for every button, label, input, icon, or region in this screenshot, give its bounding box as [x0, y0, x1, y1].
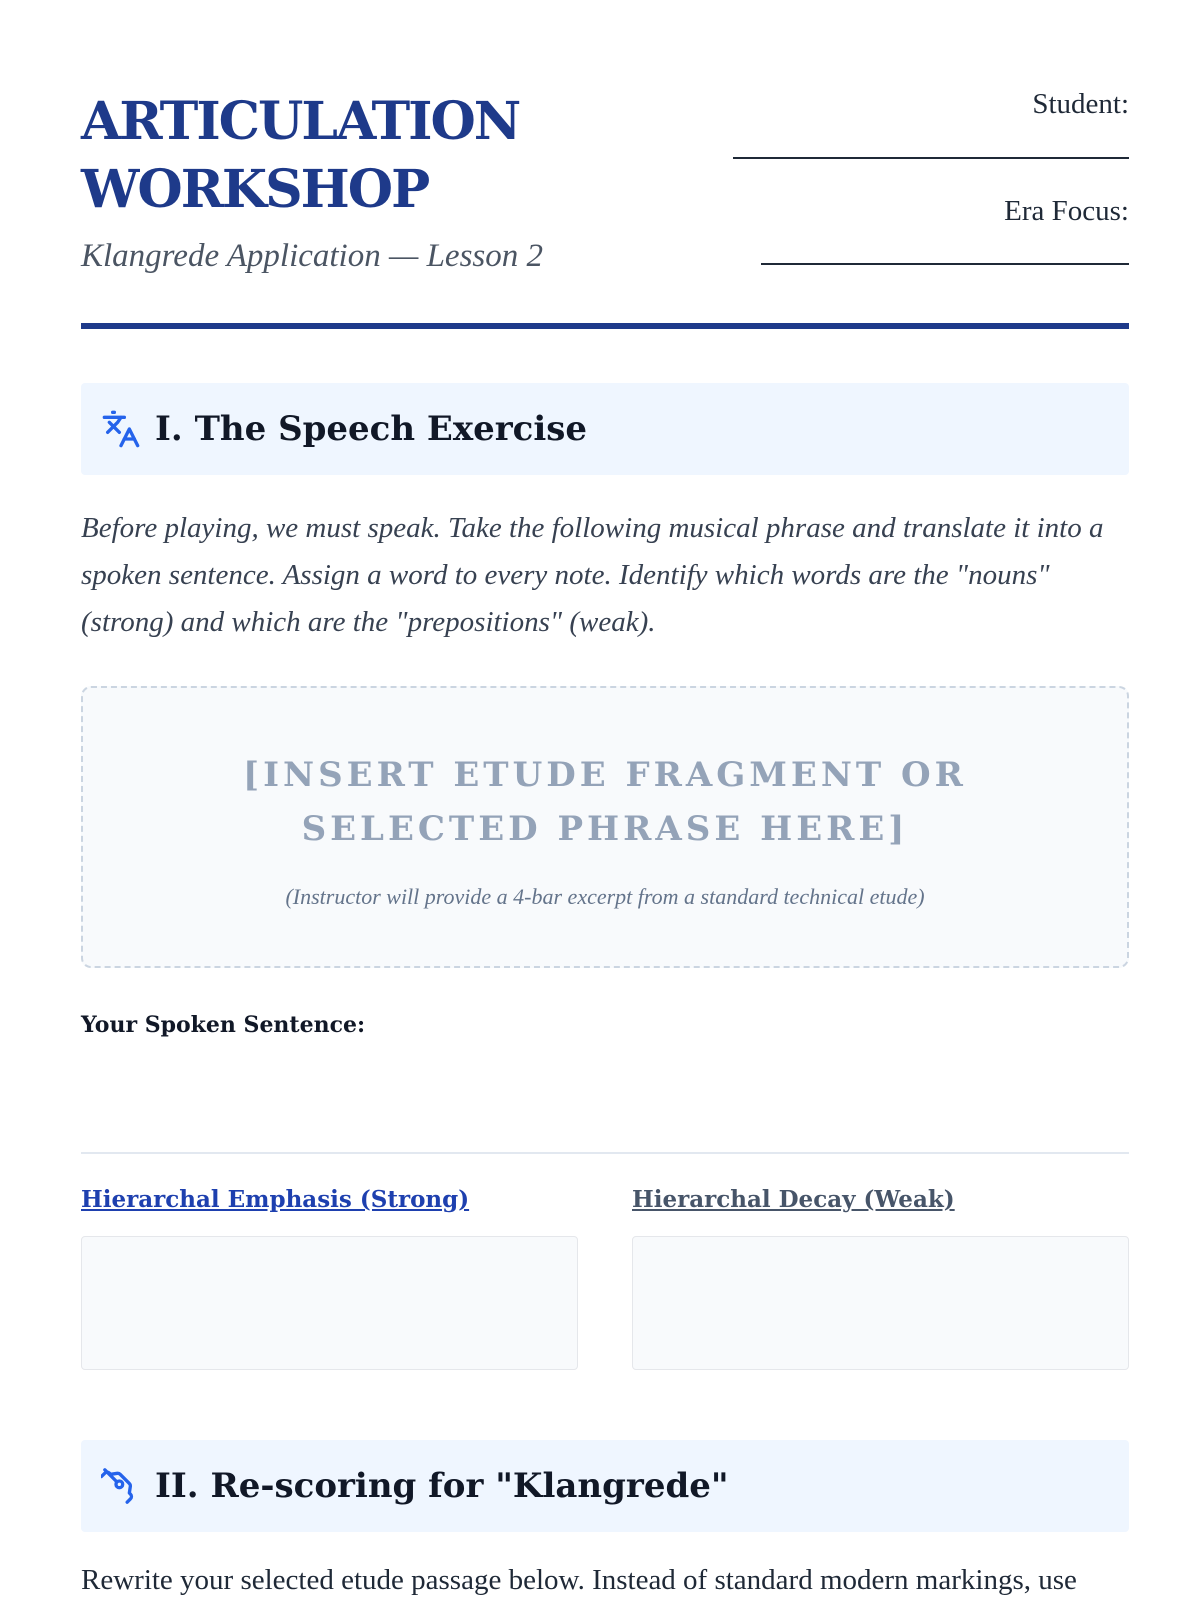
weak-decay-label: Hierarchal Decay (Weak) — [632, 1186, 955, 1213]
section-1-banner — [81, 383, 1129, 475]
spoken-sentence-label: Your Spoken Sentence: — [81, 1012, 366, 1038]
section-2-heading: II. Re-scoring for "Klangrede" — [155, 1466, 729, 1506]
era-focus-line — [761, 263, 1129, 265]
header-divider — [81, 323, 1129, 329]
strong-emphasis-box[interactable] — [81, 1236, 578, 1370]
page-subtitle: Klangrede Application — Lesson 2 — [81, 238, 543, 274]
era-focus-label: Era Focus: — [1004, 195, 1129, 227]
student-line — [733, 157, 1129, 159]
page-title: ARTICULATION WORKSHOP — [81, 91, 520, 220]
section-1-heading: I. The Speech Exercise — [155, 409, 588, 449]
section-1-intro: Before playing, we must speak. Take the following musical phrase and translate it into a spoken sentence. Assign a word to every note. Identify which words are the "nouns" (strong) and which are the "prepositions" (weak). — [81, 512, 1104, 638]
etude-placeholder-text: [INSERT ETUDE FRAGMENT OR SELECTED PHRASE HERE] — [243, 755, 967, 849]
era-focus-field[interactable] — [1004, 195, 1129, 228]
section-2-intro: Rewrite your selected etude passage below. Instead of standard modern markings, use — [81, 1564, 1077, 1596]
pen-nib-icon — [101, 1466, 141, 1506]
worksheet-header — [81, 0, 1129, 330]
spoken-sentence-line[interactable] — [81, 1152, 1129, 1154]
etude-placeholder-note: (Instructor will provide a 4-bar excerpt from a standard technical etude) — [285, 884, 925, 909]
strong-emphasis-label: Hierarchal Emphasis (Strong) — [81, 1186, 470, 1213]
weak-decay-box[interactable] — [632, 1236, 1129, 1370]
translate-icon — [101, 409, 141, 449]
worksheet-page — [81, 0, 1129, 1596]
etude-placeholder-box — [81, 686, 1129, 968]
student-field[interactable] — [1032, 88, 1129, 121]
section-2-banner — [81, 1440, 1129, 1532]
student-label: Student: — [1032, 88, 1129, 120]
